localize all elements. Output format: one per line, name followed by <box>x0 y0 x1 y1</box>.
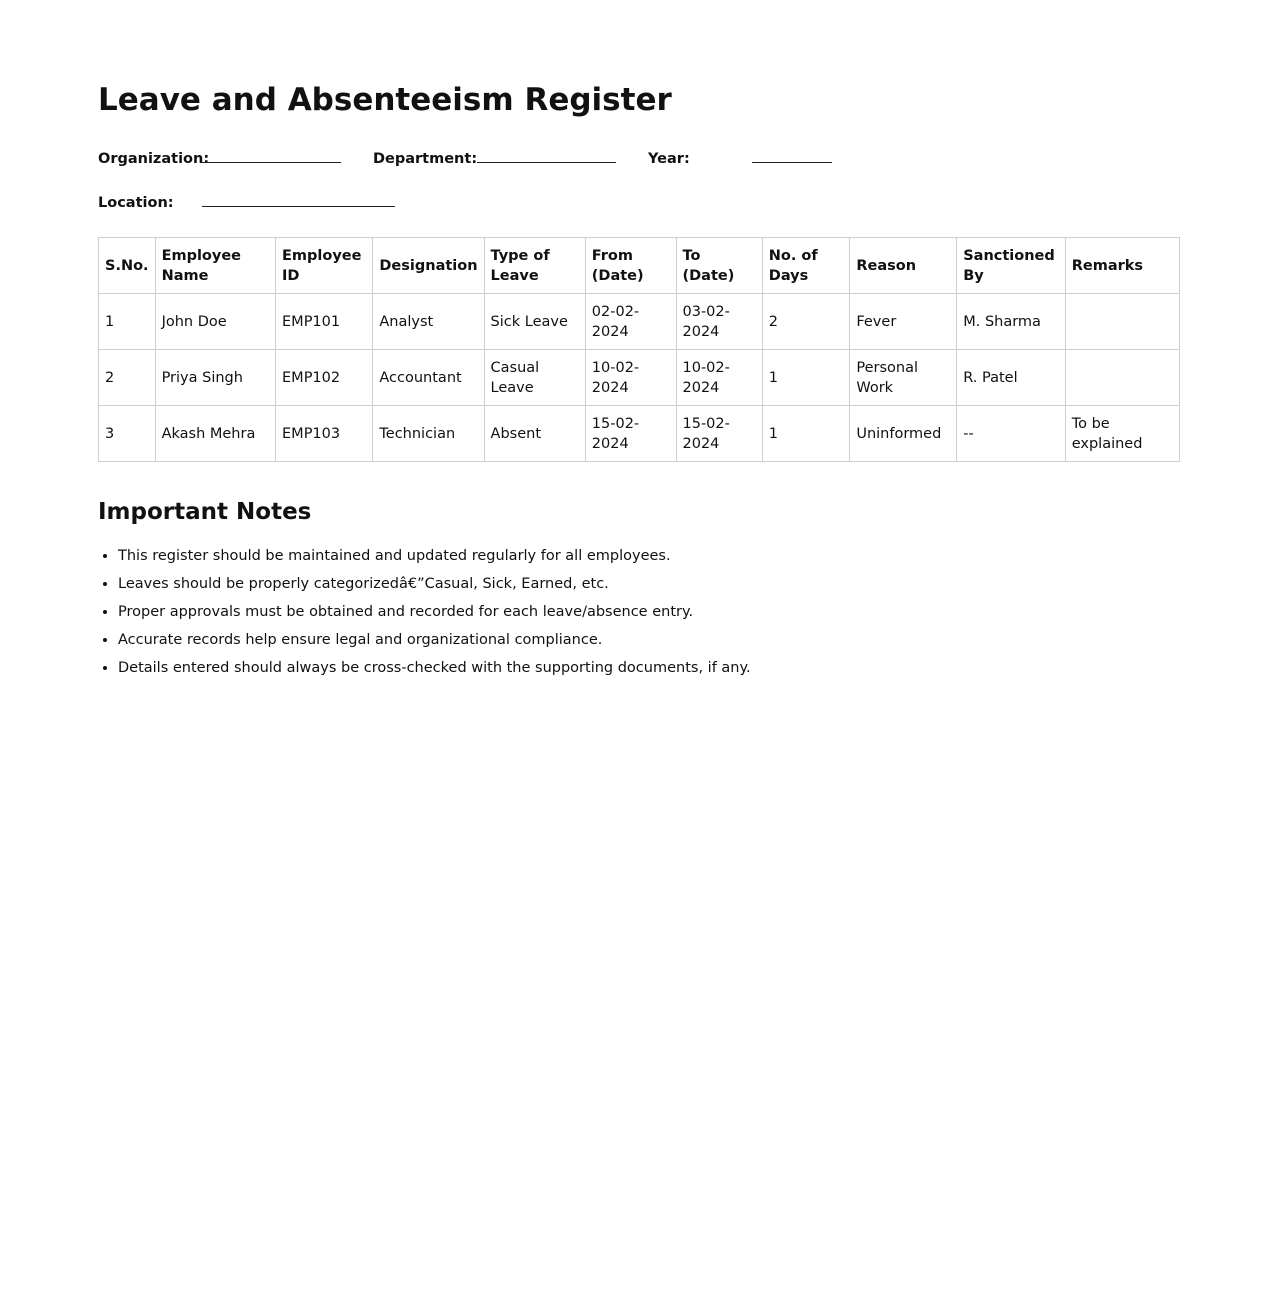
cell-sno: 1 <box>99 294 156 350</box>
header-no-of-days: No. of Days <box>762 238 850 294</box>
list-item: • Accurate records help ensure legal and organizational compliance. <box>118 626 1180 654</box>
department-blank-line <box>477 148 616 163</box>
cell-designation: Analyst <box>373 294 484 350</box>
cell-no-of-days: 1 <box>762 406 850 462</box>
cell-designation: Accountant <box>373 350 484 406</box>
header-designation: Designation <box>373 238 484 294</box>
cell-employee-id: EMP101 <box>276 294 373 350</box>
cell-to-date: 15-02-2024 <box>676 406 762 462</box>
header-employee-name: Employee Name <box>155 238 275 294</box>
cell-to-date: 03-02-2024 <box>676 294 762 350</box>
location-blank-line <box>202 192 395 207</box>
cell-from-date: 10-02-2024 <box>585 350 676 406</box>
document-page <box>0 0 1180 682</box>
table-header-row <box>99 238 1180 294</box>
cell-type-of-leave: Absent <box>484 406 585 462</box>
cell-sno: 2 <box>99 350 156 406</box>
table-row <box>99 406 1180 462</box>
table-row <box>99 294 1180 350</box>
header-sanctioned-by: Sanctioned By <box>957 238 1066 294</box>
cell-employee-name: John Doe <box>155 294 275 350</box>
list-item: • Details entered should always be cross-checked with the supporting documents, if any. <box>118 654 1180 682</box>
list-item: • Leaves should be properly categorizedâ€”Casual, Sick, Earned, etc. <box>118 570 1180 598</box>
header-reason: Reason <box>850 238 957 294</box>
header-to-date: To (Date) <box>676 238 762 294</box>
organization-label: Organization: <box>98 151 210 167</box>
organization-blank-line <box>202 148 341 163</box>
cell-from-date: 15-02-2024 <box>585 406 676 462</box>
cell-sanctioned-by: R. Patel <box>957 350 1066 406</box>
header-remarks: Remarks <box>1065 238 1179 294</box>
cell-reason: Personal Work <box>850 350 957 406</box>
header-employee-id: Employee ID <box>276 238 373 294</box>
header-from-date: From (Date) <box>585 238 676 294</box>
cell-reason: Uninformed <box>850 406 957 462</box>
cell-from-date: 02-02-2024 <box>585 294 676 350</box>
department-label: Department: <box>373 151 478 167</box>
cell-employee-id: EMP103 <box>276 406 373 462</box>
notes-heading: Important Notes <box>98 499 312 525</box>
header-type-of-leave: Type of Leave <box>484 238 585 294</box>
year-blank-line <box>752 148 832 163</box>
notes-list <box>98 542 1180 682</box>
meta-row-org-dept-year <box>98 148 1180 167</box>
cell-remarks: To be explained <box>1065 406 1179 462</box>
cell-sanctioned-by: M. Sharma <box>957 294 1066 350</box>
location-label: Location: <box>98 195 174 211</box>
list-item: • This register should be maintained and updated regularly for all employees. <box>118 542 1180 570</box>
leave-register-table <box>98 237 1180 462</box>
meta-row-location <box>98 192 1180 211</box>
cell-employee-id: EMP102 <box>276 350 373 406</box>
table-row <box>99 350 1180 406</box>
cell-employee-name: Akash Mehra <box>155 406 275 462</box>
cell-type-of-leave: Casual Leave <box>484 350 585 406</box>
cell-reason: Fever <box>850 294 957 350</box>
page-title: Leave and Absenteeism Register <box>98 82 672 118</box>
cell-sanctioned-by: -- <box>957 406 1066 462</box>
cell-remarks <box>1065 350 1179 406</box>
year-label: Year: <box>648 151 690 167</box>
cell-sno: 3 <box>99 406 156 462</box>
list-item: • Proper approvals must be obtained and recorded for each leave/absence entry. <box>118 598 1180 626</box>
cell-no-of-days: 2 <box>762 294 850 350</box>
cell-type-of-leave: Sick Leave <box>484 294 585 350</box>
cell-designation: Technician <box>373 406 484 462</box>
cell-to-date: 10-02-2024 <box>676 350 762 406</box>
cell-employee-name: Priya Singh <box>155 350 275 406</box>
cell-remarks <box>1065 294 1179 350</box>
cell-no-of-days: 1 <box>762 350 850 406</box>
header-sno: S.No. <box>99 238 156 294</box>
